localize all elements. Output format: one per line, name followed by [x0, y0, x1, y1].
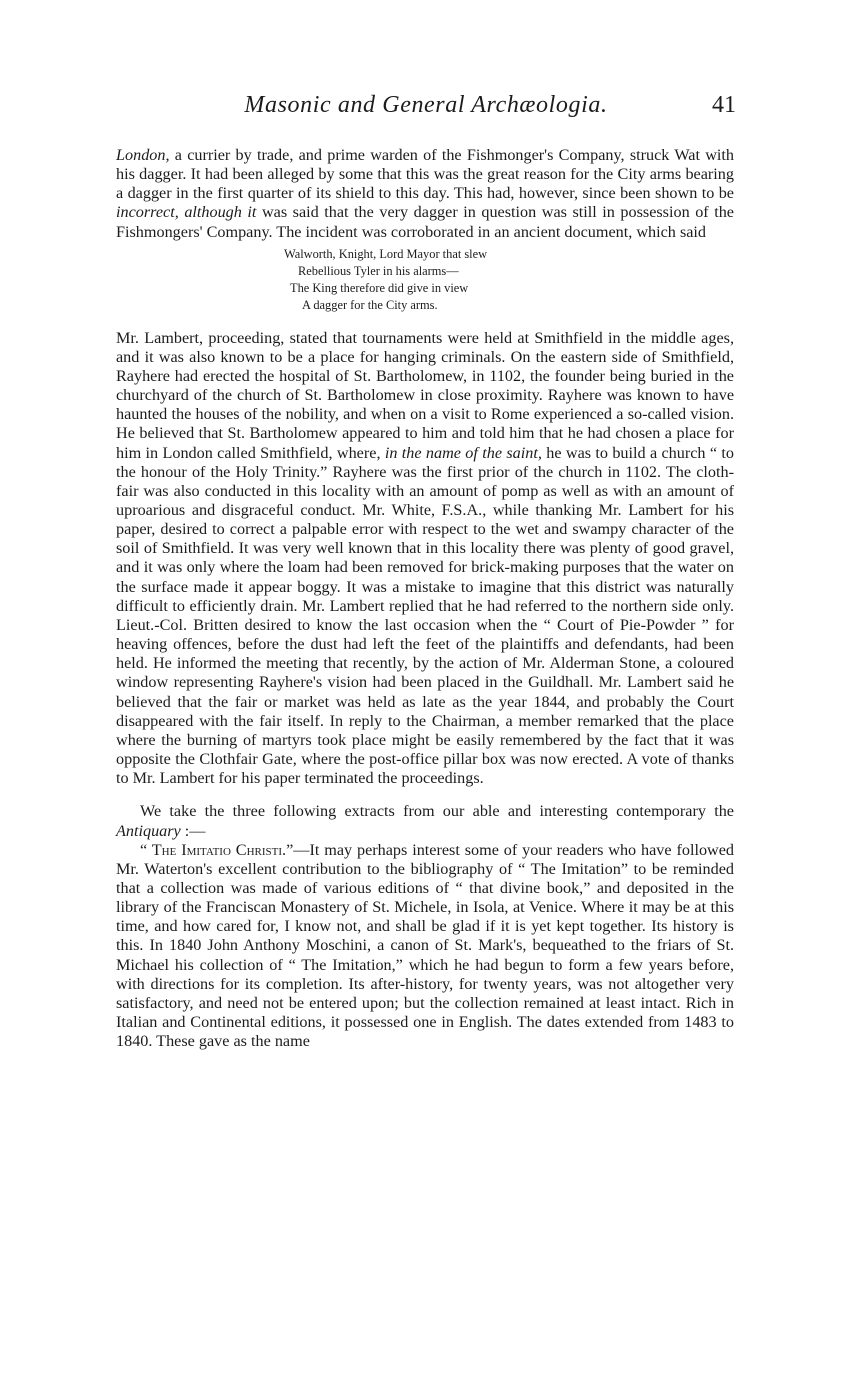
paragraph-3-italic: Antiquary: [116, 821, 181, 840]
page-body: [116, 146, 734, 1051]
paragraph-1-italic: incorrect, although it: [116, 203, 257, 222]
paragraph-1-lead: London,: [116, 146, 170, 164]
verse-line-1: Walworth, Knight, Lord Mayor that slew: [284, 246, 488, 261]
verse-line-2: Rebellious Tyler in his alarms—: [298, 263, 459, 278]
paragraph-3-text-b: :—: [180, 821, 206, 840]
running-header: [116, 90, 736, 130]
extract-heading: “ The Imitatio Christi.”: [140, 840, 294, 859]
paragraph-1-text-a: a currier by trade, and prime warden of the Fishmonger's Company, struck Wat with his dagger. It had been alleged by some that this was the great reason for the City arms bearing a dagger in the first quarter of its shield to this day. This had, however, since been shown to be: [116, 146, 734, 203]
paragraph-2-text-a: Mr. Lambert, proceeding, stated that tournaments were held at Smithfield in the middle ages, and it was also known to be a place for hanging criminals. On the eastern side of Smithfield, Rayhere had erected the hospital of St. Bartholomew, in 1102, the founder being buried in the churchyard of the church of St. Bartholomew in close proximity. Rayhere was known to have haunted the houses of the nobility, and when on a visit to Rome experienced a so-called vision. He believed that St. Bartholomew appeared to him and told him that he had chosen a place for him in London called Smithfield, where,: [116, 328, 734, 462]
paragraph-1-text-b: was said that the very dagger in question was still in possession of the Fishmongers' Company. The incident was corroborated in an ancient document, which said: [116, 203, 734, 241]
verse-line-3: The King therefore did give in view: [290, 281, 469, 296]
paragraph-2: [116, 329, 734, 789]
paragraph-4: [116, 841, 734, 1052]
verse-line-4: A dagger for the City arms.: [302, 298, 438, 313]
paragraph-1: [116, 146, 734, 242]
paragraph-2-italic: in the name of the saint,: [384, 443, 542, 462]
verse-quotation: [284, 246, 734, 315]
running-head-title: Masonic and General Archæologia.: [244, 92, 608, 118]
paragraph-4-text: —It may perhaps interest some of your readers who have followed Mr. Waterton's excellent contribution to the bibliography of “ The Imitation” to be reminded that a collection was made of various editions of “ that divine book,” and deposited in the library of the Franciscan Monastery of St. Michele, in Isola, at Venice. Where it may be at this time, and how cared for, I know not, and shall be glad if it is yet kept together. Its history is this. In 1840 John Anthony Moschini, a canon of St. Mark's, bequeathed to the friars of St. Michael his collection of “ The Imitation,” which he had begun to form a few years before, with directions for its completion. Its after-history, for twenty years, was not altogether very satisfactory, and need not be entered upon; but the collection remained at least intact. Rich in Italian and Continental editions, it possessed one in English. The dates extended from 1483 to 1840. These gave as the name: [116, 840, 735, 1051]
paragraph-3-text-a: We take the three following extracts from our able and interesting contemporary the: [140, 802, 734, 821]
paragraph-3: [116, 802, 734, 840]
paragraph-2-text-b: he was to build a church “ to the honour of the Holy Trinity.” Rayhere was the first prior of the church in 1102. The cloth-fair was also conducted in this locality with an amount of pomp as well as with an amount of uproarious and disgraceful conduct. Mr. White, F.S.A., while thanking Mr. Lambert for his paper, desired to correct a palpable error with respect to the wet and swampy character of the soil of Smithfield. It was very well known that in this locality there was plenty of good gravel, and it was only where the loam had been removed for brick-making purposes that the water on the surface made it appear boggy. It was a mistake to imagine that this district was naturally difficult to efficiently drain. Mr. Lambert replied that he had referred to the northern side only. Lieut.-Col. Britten desired to know the last occasion when the “ Court of Pie-Powder ” for heaving offences, before the dust had left the feet of the plaintiffs and defendants, had been held. He informed the meeting that recently, by the action of Mr. Alderman Stone, a coloured window representing Rayhere's vision had been placed in the Guildhall. Mr. Lambert said he believed that the fair or market was held as late as the year 1844, and probably the Court disappeared with the fair itself. In reply to the Chairman, a member remarked that the place where the burning of martyrs took place might be easily remembered by the fact that it was opposite the Clothfair Gate, where the post-office pillar box was now erected. A vote of thanks to Mr. Lambert for his paper terminated the proceedings.: [116, 443, 734, 788]
page-number: 41: [712, 92, 736, 118]
